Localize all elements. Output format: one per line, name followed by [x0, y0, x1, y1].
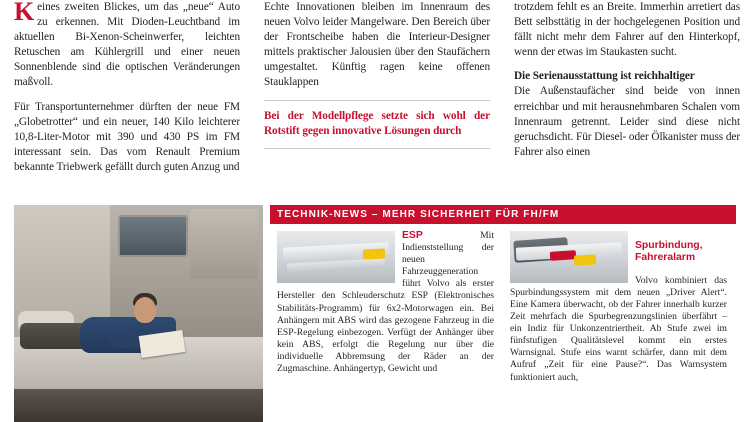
divider [264, 148, 490, 149]
article-column-3 [500, 0, 750, 205]
article-subhead: Die Serienausstattung ist reichhaltiger [514, 70, 695, 83]
news-item-title: Spurbindung, Fahreralarm [635, 240, 703, 264]
drop-cap: K [14, 0, 35, 26]
news-item-body: Mit Indienststellung der neuen Fahrzeuggeneration führt Volvo als erster Hersteller den Schleuderschutz ESP (Elektronisches Stabilitäts-Programm) für 6x2-Motorwagen ein. Bei Anhängern mit ABS wird das gezogene Fahrzeug in die ESP-Regelung einbezogen. Verfügt der Anhänger über kein ABS, erfolgt die Regelung nur über die individuelle Abbremsung der Räder an der Zugmaschine. Anhängertyp, Gewicht und [277, 230, 494, 375]
technik-news-body [270, 224, 736, 422]
article-paragraph: Für Transportunternehmer dürften der neue FM „Globetrotter“ und ein neuer, 140 Kilo leichterer 10,8-Liter-Motor mit 390 und 430 PS im FM interessant sein. Das vom Renault Premium bekannte Triebwerk gefällt durch guten Anzug und [14, 100, 240, 173]
photo-panel [190, 209, 258, 279]
illustration-road-2 [287, 258, 385, 272]
esp-illustration [277, 231, 395, 283]
article-column-1 [0, 0, 250, 205]
news-item-body: Volvo kombiniert das Spurbindungssystem mit dem neuen „Driver Alert“. Eine Kamera überwacht, ob der Fahrer innerhalb kurzer Zeit mehrfach die Spurbegrenzungslinien überfährt – ein Indiz für Unkonzentriertheit. Ab Stufe zwei im fünfstufigen Qualitätslevel kommt ein erstes Warnsignal. Stufe eins warnt schärfer, dann mit dem Aufruf „Zeit für eine Pause?“. Das Warnsystem funktioniert auch, [510, 274, 727, 383]
illustration-marker-red [550, 250, 577, 261]
illustration-truck [363, 248, 385, 259]
photo-floor [14, 389, 263, 422]
spurbindung-illustration [510, 231, 628, 283]
article-paragraph: trotzdem fehlt es an Breite. Immerhin arretiert das Bett selbsttätig in der hochgelegenen Position und fällt nicht mehr dem Fahrer auf den Hinterkopf, wenn der etwas im Staukasten sucht. [514, 1, 740, 59]
truck-cabin-bunk-photo [14, 205, 263, 422]
technik-news-header: TECHNIK-NEWS – MEHR SICHERHEIT FÜR FH/FM [270, 205, 736, 224]
article-paragraph: Echte Innovationen bleiben im Innenraum des neuen Volvo leider Mangelware. Den Bereich über der Frontscheibe haben die Interieur-Designer mittels praktischer Jalousien über den Staufächern umgestaltet. Künftig ragen keine offenen Stauklappen [264, 1, 490, 89]
illustration-marker-yellow [574, 254, 596, 265]
article-paragraph [14, 0, 240, 91]
news-item-spurbindung [503, 224, 736, 422]
news-item-title: ESP [402, 230, 423, 241]
divider [264, 100, 490, 101]
pull-quote: Bei der Modellpflege setzte sich wohl der Rotstift gegen innovative Lösungen durch [264, 109, 490, 137]
article-column-2 [250, 0, 500, 205]
article-columns [0, 0, 750, 205]
photo-window [118, 215, 188, 257]
news-item-esp [270, 224, 503, 422]
technik-news-box [270, 205, 736, 422]
article-text: eines zweiten Blickes, um das „neue“ Auto zu erkennen. Mit Dioden-Leuchtband im aktuellen Bi-Xenon-Scheinwerfer, leichten Retuschen am Kühlergrill und einer neuen Sonnenblende sind die optischen Veränderungen maßvoll. [14, 1, 240, 89]
article-paragraph: Die Außenstaufächer sind beide von innen erreichbar und mit herausnehmbaren Schalen vom Innenraum getrennt. Leider sind diese nicht geruchsdicht. Für Diesel- oder Ölkanister muss der Fahrer also einen [514, 85, 740, 158]
photo-person-head [134, 297, 156, 323]
